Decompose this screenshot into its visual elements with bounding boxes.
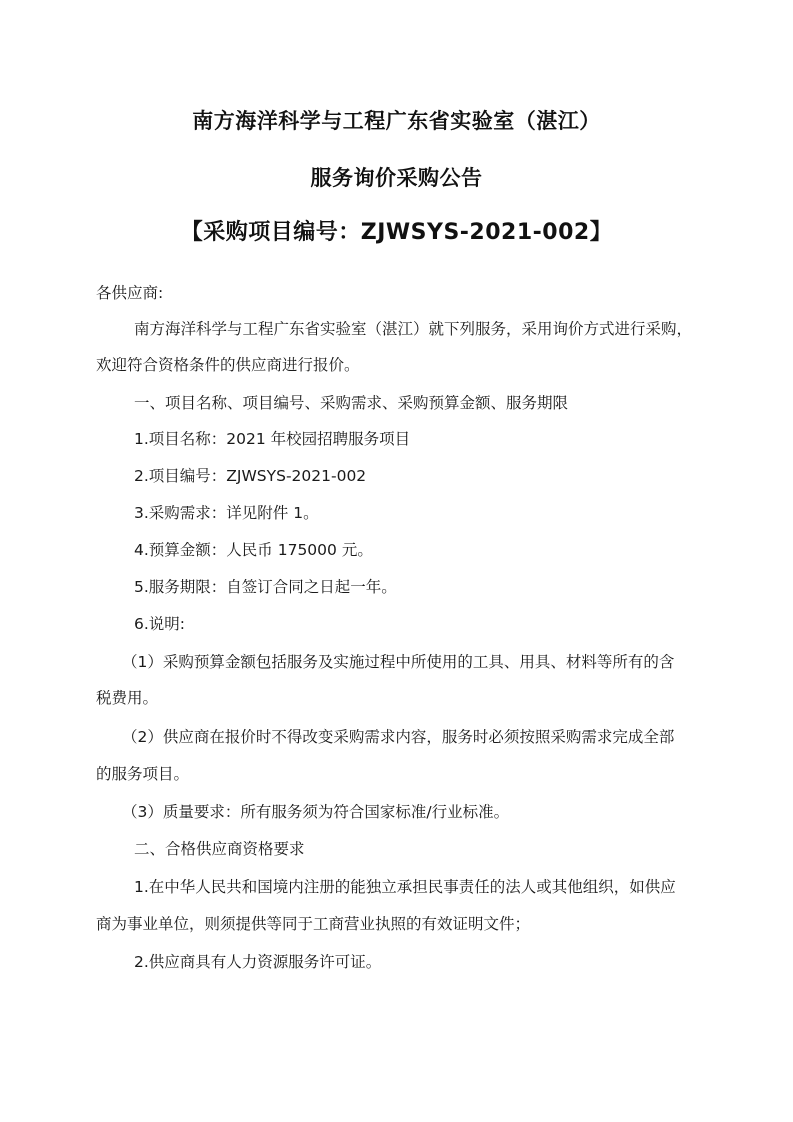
intro-line-1: 南方海洋科学与工程广东省实验室（湛江）就下列服务，采用询价方式进行采购， [134,320,693,338]
project-number-title: 【采购项目编号：ZJWSYS-2021-002】 [180,220,613,245]
item-requirements: 3.采购需求：详见附件 1。 [134,504,319,522]
note-1-line-2: 税费用。 [96,689,159,707]
intro-line-2: 欢迎符合资格条件的供应商进行报价。 [96,356,360,374]
title-line-1: 南方海洋科学与工程广东省实验室（湛江） [192,109,601,133]
requirement-2: 2.供应商具有人力资源服务许可证。 [134,953,382,971]
salutation: 各供应商: [96,284,164,302]
item-project-number: 2.项目编号：ZJWSYS-2021-002 [134,467,367,485]
note-3: （3）质量要求：所有服务须为符合国家标准/行业标准。 [122,803,510,821]
requirement-1-line-1: 1.在中华人民共和国境内注册的能独立承担民事责任的法人或其他组织，如供应 [134,878,676,896]
note-1-line-1: （1）采购预算金额包括服务及实施过程中所使用的工具、用具、材料等所有的含 [122,653,675,671]
title-line-2: 服务询价采购公告 [310,166,483,190]
section-2-heading: 二、合格供应商资格要求 [134,840,305,858]
section-1-heading: 一、项目名称、项目编号、采购需求、采购预算金额、服务期限 [134,394,569,412]
item-project-name: 1.项目名称：2021 年校园招聘服务项目 [134,430,411,448]
item-service-period: 5.服务期限：自签订合同之日起一年。 [134,578,397,596]
requirement-1-line-2: 商为事业单位，则须提供等同于工商营业执照的有效证明文件； [96,915,531,933]
note-2-line-1: （2）供应商在报价时不得改变采购需求内容，服务时必须按照采购需求完成全部 [122,728,675,746]
item-notes: 6.说明: [134,615,186,633]
item-budget: 4.预算金额：人民币 175000 元。 [134,541,373,559]
note-2-line-2: 的服务项目。 [96,765,190,783]
